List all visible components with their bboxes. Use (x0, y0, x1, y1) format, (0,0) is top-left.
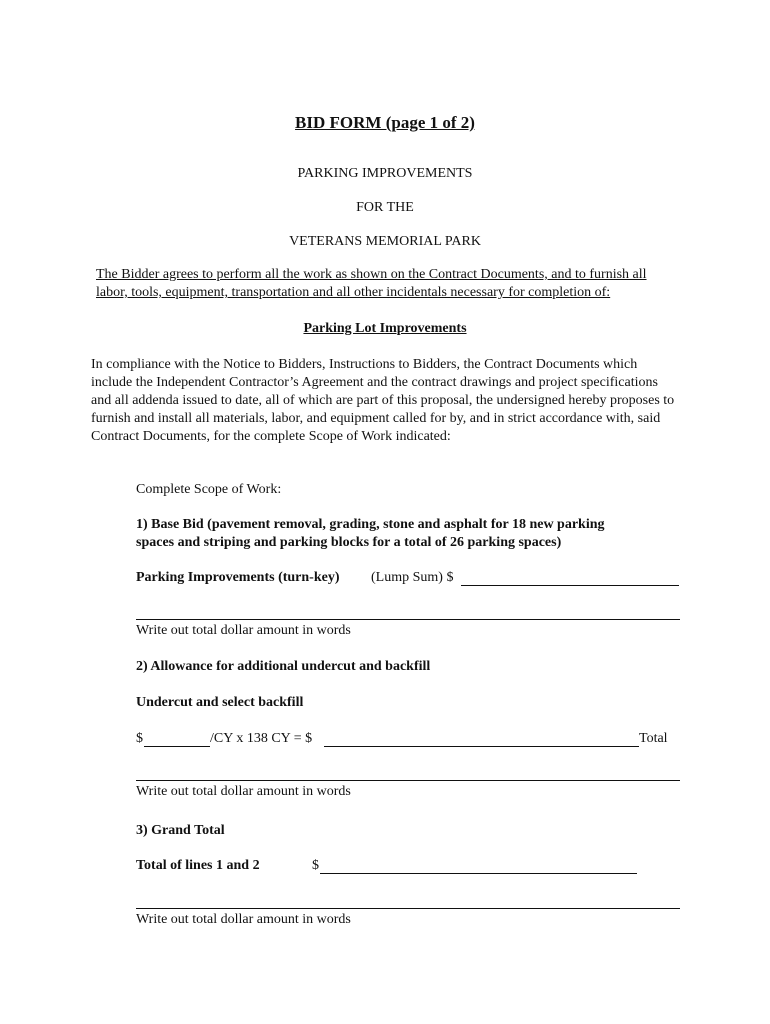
item1-heading-line1: 1) Base Bid (pavement removal, grading, stone and asphalt for 18 new parking (136, 517, 605, 532)
item1-heading-line2: spaces and striping and parking blocks for a total of 26 parking spaces) (136, 535, 562, 550)
item3-words-field[interactable] (136, 908, 680, 909)
page-title: BID FORM (page 1 of 2) (295, 113, 475, 132)
project-line-3: VETERANS MEMORIAL PARK (289, 234, 481, 249)
item1-amount-field[interactable] (461, 585, 679, 586)
intro-statement: The Bidder agrees to perform all the work as shown on the Contract Documents, and to furnish all labor, tools, equipment, transportation and all other incidentals necessary for completion of: (96, 267, 647, 300)
item3-words-label: Write out total dollar amount in words (136, 912, 351, 927)
item1-lump-sum-label: (Lump Sum) $ (371, 570, 454, 585)
item3-label: Total of lines 1 and 2 (136, 858, 260, 873)
item2-subheading: Undercut and select backfill (136, 695, 304, 710)
item2-total-field[interactable] (324, 746, 639, 747)
item2-unit-prefix: $ (136, 731, 143, 746)
project-line-1: PARKING IMPROVEMENTS (297, 166, 473, 181)
item2-heading: 2) Allowance for additional undercut and backfill (136, 659, 431, 674)
item2-words-field[interactable] (136, 780, 680, 781)
scope-label: Complete Scope of Work: (136, 482, 282, 497)
compliance-paragraph: In compliance with the Notice to Bidders, Instructions to Bidders, the Contract Documents which include the Independent Contractor’s Agreement and the contract drawings and project specifications and all addenda issued to date, all of which are part of this proposal, the undersigned hereby proposes to furnish and install all materials, labor, and equipment called for by, and in strict accordance with, said Contract Documents, for the complete Scope of Work indicated: (91, 357, 675, 444)
item3-dollar-sign: $ (312, 858, 319, 873)
project-line-2: FOR THE (356, 200, 414, 215)
item2-unit-text: /CY x 138 CY = $ (210, 731, 313, 746)
item2-unit-price-field[interactable] (144, 746, 210, 747)
item2-total-suffix: Total (639, 731, 668, 746)
item3-heading: 3) Grand Total (136, 823, 225, 838)
item1-words-field[interactable] (136, 619, 680, 620)
item1-words-label: Write out total dollar amount in words (136, 623, 351, 638)
item1-label: Parking Improvements (turn-key) (136, 570, 340, 585)
subject-heading: Parking Lot Improvements (303, 321, 467, 336)
item3-amount-field[interactable] (320, 873, 637, 874)
item2-words-label: Write out total dollar amount in words (136, 784, 351, 799)
